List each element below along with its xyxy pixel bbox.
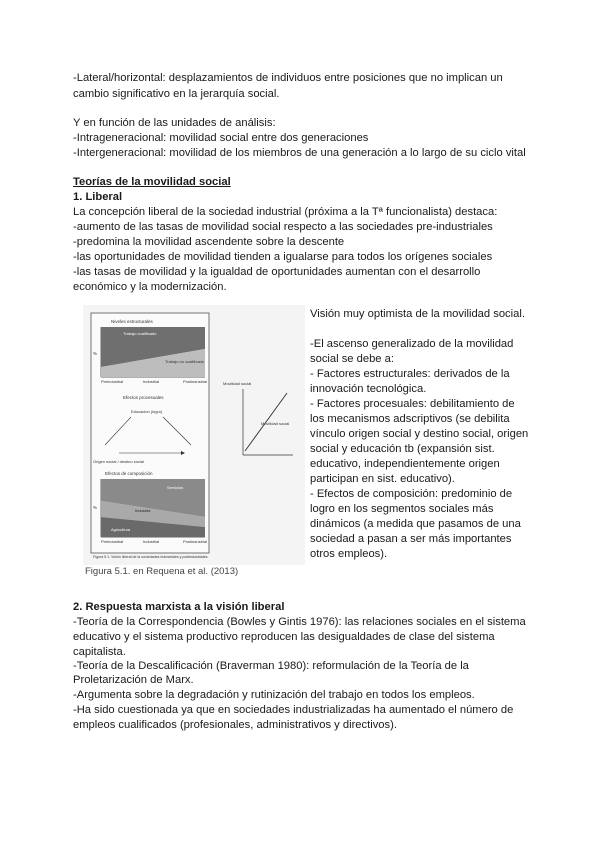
figure-inner-caption: Figura 5.1. Visión liberal de la sociedades industriales y postindustriales.	[93, 555, 209, 559]
postindustrial-label: Postindustrial	[183, 379, 208, 384]
right-column-line: vínculo origen social y destino social, origen	[310, 428, 529, 440]
lateral-line-1: -Lateral/horizontal: desplazamientos de individuos entre posiciones que no implican un	[73, 72, 503, 84]
right-column-line: otros empleos).	[310, 548, 388, 560]
marxist-line: empleos cualificados (profesionales, administrativos y directivos).	[73, 719, 397, 731]
postindustrial-label-bottom: Postindustrial	[183, 539, 208, 544]
educacion-label: Educación (logro)	[131, 409, 163, 414]
industrial-label-bottom: Industrial	[143, 539, 160, 544]
preindustrial-label: Preindustrial	[101, 379, 124, 384]
liberal-line: La concepción liberal de la sociedad industrial (próxima a la Tª funcionalista) destaca:	[73, 206, 498, 218]
figure-caption: Figura 5.1. en Requena et al. (2013)	[85, 566, 239, 577]
marxist-line: -Ha sido cuestionada ya que en sociedades industrializadas ha aumentado el número de	[73, 704, 514, 716]
mobility-axis-label: Movilidad social	[223, 381, 252, 386]
marxist-heading: 2. Respuesta marxista a la visión liberal	[73, 601, 285, 613]
liberal-line: -predomina la movilidad ascendente sobre la descente	[73, 236, 345, 248]
pct-bottom-label: %	[93, 505, 98, 510]
liberal-line: -las oportunidades de movilidad tienden a igualarse para todos los orígenes sociales	[73, 251, 493, 263]
marxist-line: -Teoría de la Descalificación (Braverman 1980): reformulación de la Teoría de la	[73, 660, 469, 672]
marxist-line: capitalista.	[73, 646, 126, 658]
lateral-line-2: cambio significativo en la jerarquía social.	[73, 88, 280, 100]
efectos-procesuales-label: Efectos procesuales	[123, 395, 164, 400]
intergeneracional-line: -Intergeneracional: movilidad de los miembros de una generación a lo largo de su ciclo vital	[73, 147, 526, 159]
industria-label: Industria	[135, 508, 151, 513]
intrageneracional-line: -Intrageneracional: movilidad social entre dos generaciones	[73, 132, 369, 144]
liberal-vision-figure	[83, 305, 305, 565]
right-column-line: participan en sist. educativo).	[310, 473, 455, 485]
marxist-line: Proletarización de Marx.	[73, 674, 194, 686]
liberal-heading: 1. Liberal	[73, 191, 123, 203]
right-column-line: logro en los segmentos sociales más	[310, 503, 494, 515]
right-column-line: social se debe a:	[310, 353, 394, 365]
right-column-line: social y educación tb (expansión sist.	[310, 443, 495, 455]
units-heading: Y en función de las unidades de análisis:	[73, 117, 276, 129]
liberal-line: económico y la modernización.	[73, 281, 227, 293]
efectos-composicion-label: Efectos de composición	[105, 471, 153, 476]
right-column-line: - Factores estructurales: derivados de la	[310, 368, 510, 380]
skilled-work-label: Trabajo cualificado	[123, 331, 157, 336]
liberal-line: -aumento de las tasas de movilidad social respecto a las sociedades pre-industriales	[73, 221, 493, 233]
unskilled-work-label: Trabajo no cualificado	[165, 359, 204, 364]
right-column-line: los mecanismos adscriptivos (se debilita	[310, 413, 510, 425]
preindustrial-label-bottom: Preindustrial	[101, 539, 124, 544]
right-column-line: sociedad a pasan a ser más importantes	[310, 533, 512, 545]
marxist-line: -Argumenta sobre la degradación y rutinización del trabajo en todos los empleos.	[73, 689, 475, 701]
niveles-label: Niveles estructurales	[111, 319, 153, 324]
pct-top-label: %	[93, 351, 98, 356]
right-column-line: - Efectos de composición: predominio de	[310, 488, 513, 500]
right-column-line: - Factores procesuales: debilitamiento de	[310, 398, 515, 410]
origen-destino-label: Origen social / destino social	[93, 459, 144, 464]
liberal-line: -las tasas de movilidad y la igualdad de oportunidades aumentan con el desarrollo	[73, 266, 481, 278]
right-column-line: educativo, independientemente origen	[310, 458, 500, 470]
mobility-line-label: Movilidad social	[261, 421, 290, 426]
theories-title: Teorías de la movilidad social	[73, 176, 231, 188]
industrial-label: Industrial	[143, 379, 160, 384]
right-column-line: -El ascenso generalizado de la movilidad	[310, 338, 514, 350]
right-column-line: dinámicos (a medida que pasamos de una	[310, 518, 521, 530]
servicios-label: Servicios	[167, 485, 184, 490]
agricultura-label: Agricultura	[111, 527, 131, 532]
right-column-line: innovación tecnológica.	[310, 383, 427, 395]
marxist-line: -Teoría de la Correspondencia (Bowles y Gintis 1976): las relaciones sociales en el sistema	[73, 616, 526, 628]
marxist-line: educativo y el sistema productivo reproducen las desigualdades de clase del sistema	[73, 631, 495, 643]
right-column-line: Visión muy optimista de la movilidad social.	[310, 308, 525, 320]
